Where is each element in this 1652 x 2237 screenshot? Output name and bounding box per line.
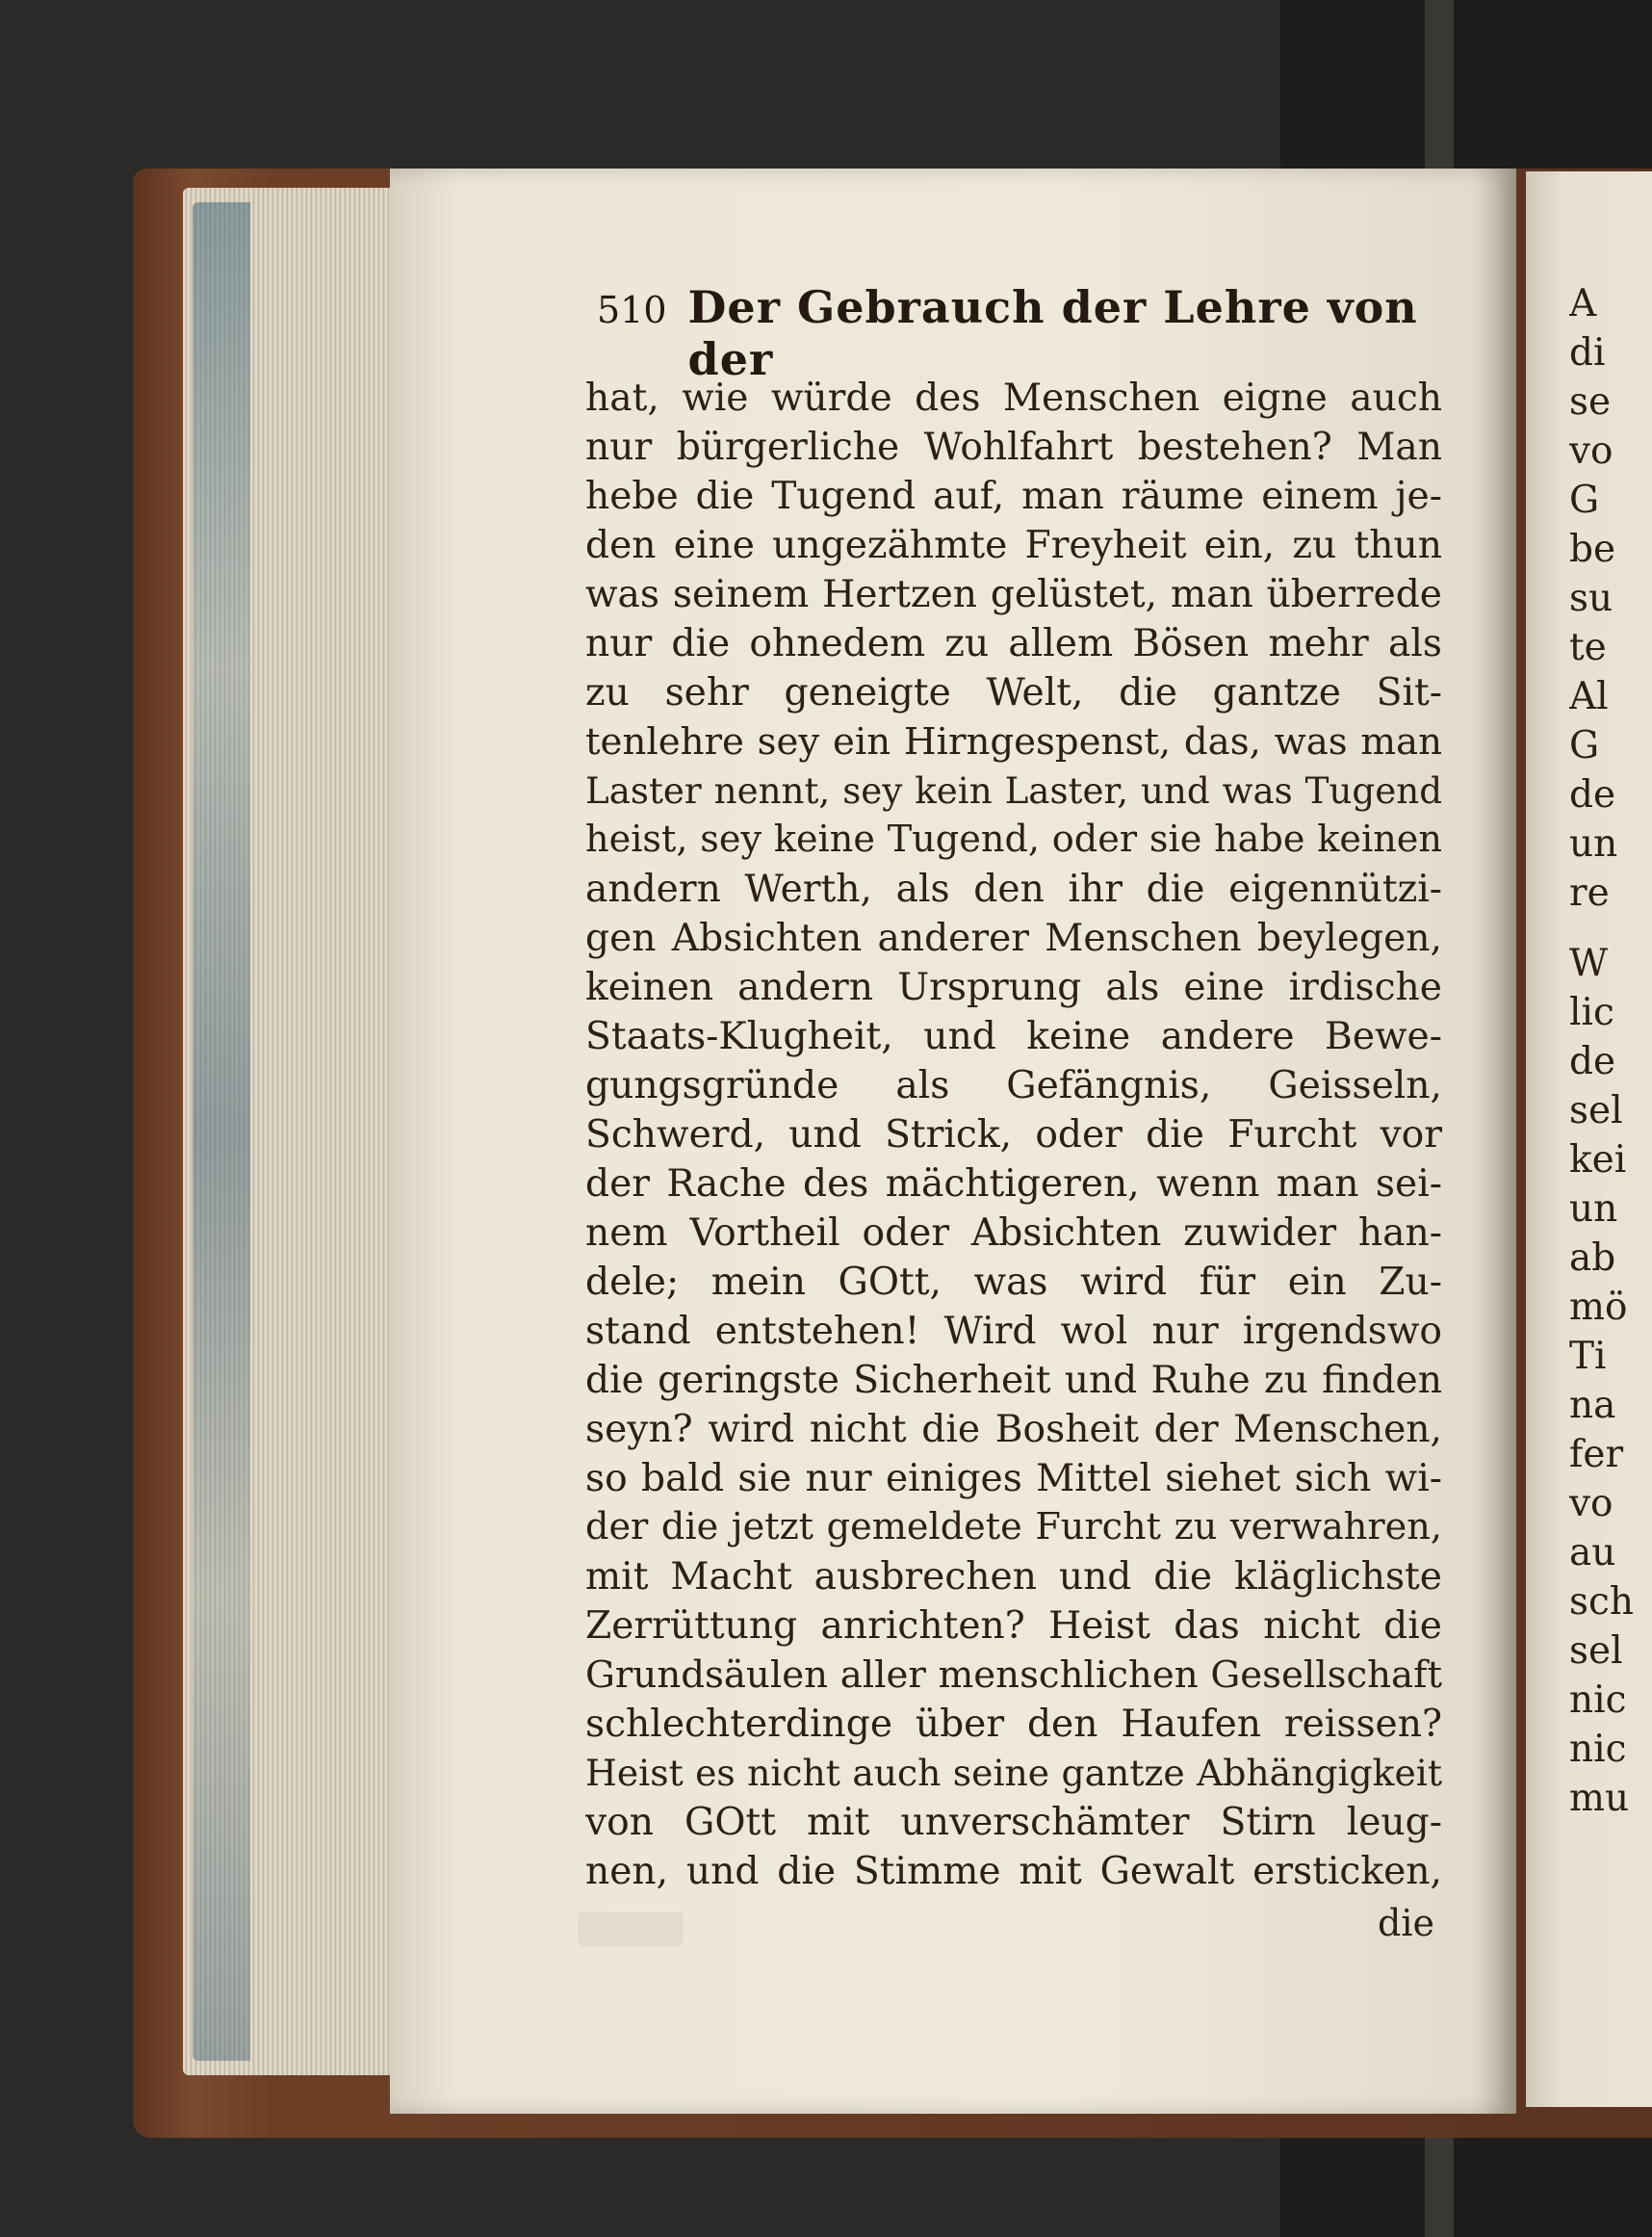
page-header	[597, 281, 1425, 385]
text-line: von GOtt mit unverschämter Stirn leug-	[585, 1801, 1442, 1844]
facing-line: kei	[1569, 1138, 1627, 1182]
facing-line: sel	[1569, 1629, 1623, 1673]
facing-line: mu	[1569, 1777, 1630, 1820]
text-line: stand entstehen! Wird wol nur irgendswo	[585, 1310, 1442, 1353]
text-line: Grundsäulen aller menschlichen Gesellschaft	[585, 1653, 1442, 1697]
text-line: Heist es nicht auch seine gantze Abhängigkeit	[585, 1752, 1442, 1794]
text-line: Staats-Klugheit, und keine andere Bewe-	[585, 1015, 1442, 1058]
facing-line: au	[1569, 1531, 1616, 1574]
facing-line: nic	[1569, 1678, 1627, 1722]
facing-line: Ti	[1569, 1335, 1607, 1378]
marbled-edge	[193, 202, 250, 2061]
facing-line: W	[1569, 942, 1609, 985]
text-line: der Rache des mächtigeren, wenn man sei-	[585, 1162, 1442, 1206]
facing-line: mö	[1569, 1286, 1628, 1329]
text-line: tenlehre sey ein Hirngespenst, das, was man	[585, 720, 1442, 764]
text-line: den eine ungezähmte Freyheit ein, zu thun	[585, 524, 1442, 567]
facing-page-header: A	[1569, 282, 1597, 325]
facing-line: de	[1569, 1040, 1616, 1083]
text-line: Schwerd, und Strick, oder die Furcht vor	[585, 1113, 1442, 1157]
facing-line: di	[1569, 331, 1606, 375]
facing-line: re	[1569, 871, 1610, 915]
text-line: die geringste Sicherheit und Ruhe zu finden	[585, 1359, 1442, 1402]
facing-line: se	[1569, 380, 1612, 424]
body-text	[585, 374, 1442, 1896]
text-line: dele; mein GOtt, was wird für ein Zu-	[585, 1261, 1442, 1304]
text-line: seyn? wird nicht die Bosheit der Menschen,	[585, 1408, 1442, 1451]
facing-line: un	[1569, 822, 1618, 866]
text-line: nur die ohnedem zu allem Bösen mehr als	[585, 622, 1442, 665]
text-line: heist, sey keine Tugend, oder sie habe keinen	[585, 819, 1442, 861]
catchword: die	[1378, 1902, 1434, 1944]
text-line: mit Macht ausbrechen und die kläglichste	[585, 1555, 1442, 1599]
text-line: nur bürgerliche Wohlfahrt bestehen? Man	[585, 426, 1442, 469]
text-line: Laster nennt, sey kein Laster, und was Tugend	[585, 769, 1442, 812]
text-line: nem Vortheil oder Absichten zuwider han-	[585, 1211, 1442, 1255]
text-line: nen, und die Stimme mit Gewalt ersticken,	[585, 1850, 1442, 1893]
facing-line: un	[1569, 1187, 1618, 1231]
facing-line: te	[1569, 626, 1607, 669]
facing-line: be	[1569, 528, 1616, 571]
facing-line: sch	[1569, 1580, 1634, 1624]
text-line: Zerrüttung anrichten? Heist das nicht die	[585, 1604, 1442, 1648]
text-line: hebe die Tugend auf, man räume einem je-	[585, 475, 1442, 518]
text-line: was seinem Hertzen gelüstet, man überrede	[585, 573, 1442, 616]
text-line: keinen andern Ursprung als eine irdische	[585, 966, 1442, 1009]
facing-line: ab	[1569, 1236, 1616, 1280]
text-line: der die jetzt gemeldete Furcht zu verwahren,	[585, 1506, 1442, 1548]
text-line: so bald sie nur einiges Mittel siehet sich wi-	[585, 1457, 1442, 1500]
text-line: gungsgründe als Gefängnis, Geisseln,	[585, 1064, 1442, 1107]
facing-line: vo	[1569, 429, 1613, 473]
facing-line: lic	[1569, 991, 1614, 1034]
text-line: zu sehr geneigte Welt, die gantze Sit-	[585, 671, 1442, 715]
facing-line: sel	[1569, 1089, 1623, 1132]
text-line: schlechterdinge über den Haufen reissen?	[585, 1703, 1442, 1746]
text-line: hat, wie würde des Menschen eigne auch	[585, 377, 1442, 420]
text-line: andern Werth, als den ihr die eigennützi-	[585, 868, 1442, 911]
facing-line: G	[1569, 479, 1600, 522]
page-number: 510	[597, 289, 667, 331]
facing-line: de	[1569, 773, 1616, 817]
running-head: Der Gebrauch der Lehre von der	[687, 281, 1418, 385]
text-line: gen Absichten anderer Menschen beylegen,	[585, 917, 1442, 960]
facing-line: su	[1569, 577, 1613, 620]
facing-line: nic	[1569, 1728, 1627, 1771]
facing-line: vo	[1569, 1482, 1613, 1525]
ink-bleed	[578, 1912, 684, 1946]
facing-line: fer	[1569, 1433, 1624, 1476]
facing-page-text	[1569, 279, 1652, 1823]
paragraph-gap	[1569, 918, 1652, 939]
facing-line: na	[1569, 1384, 1616, 1427]
facing-line: G	[1569, 724, 1600, 767]
facing-line: Al	[1569, 675, 1609, 718]
